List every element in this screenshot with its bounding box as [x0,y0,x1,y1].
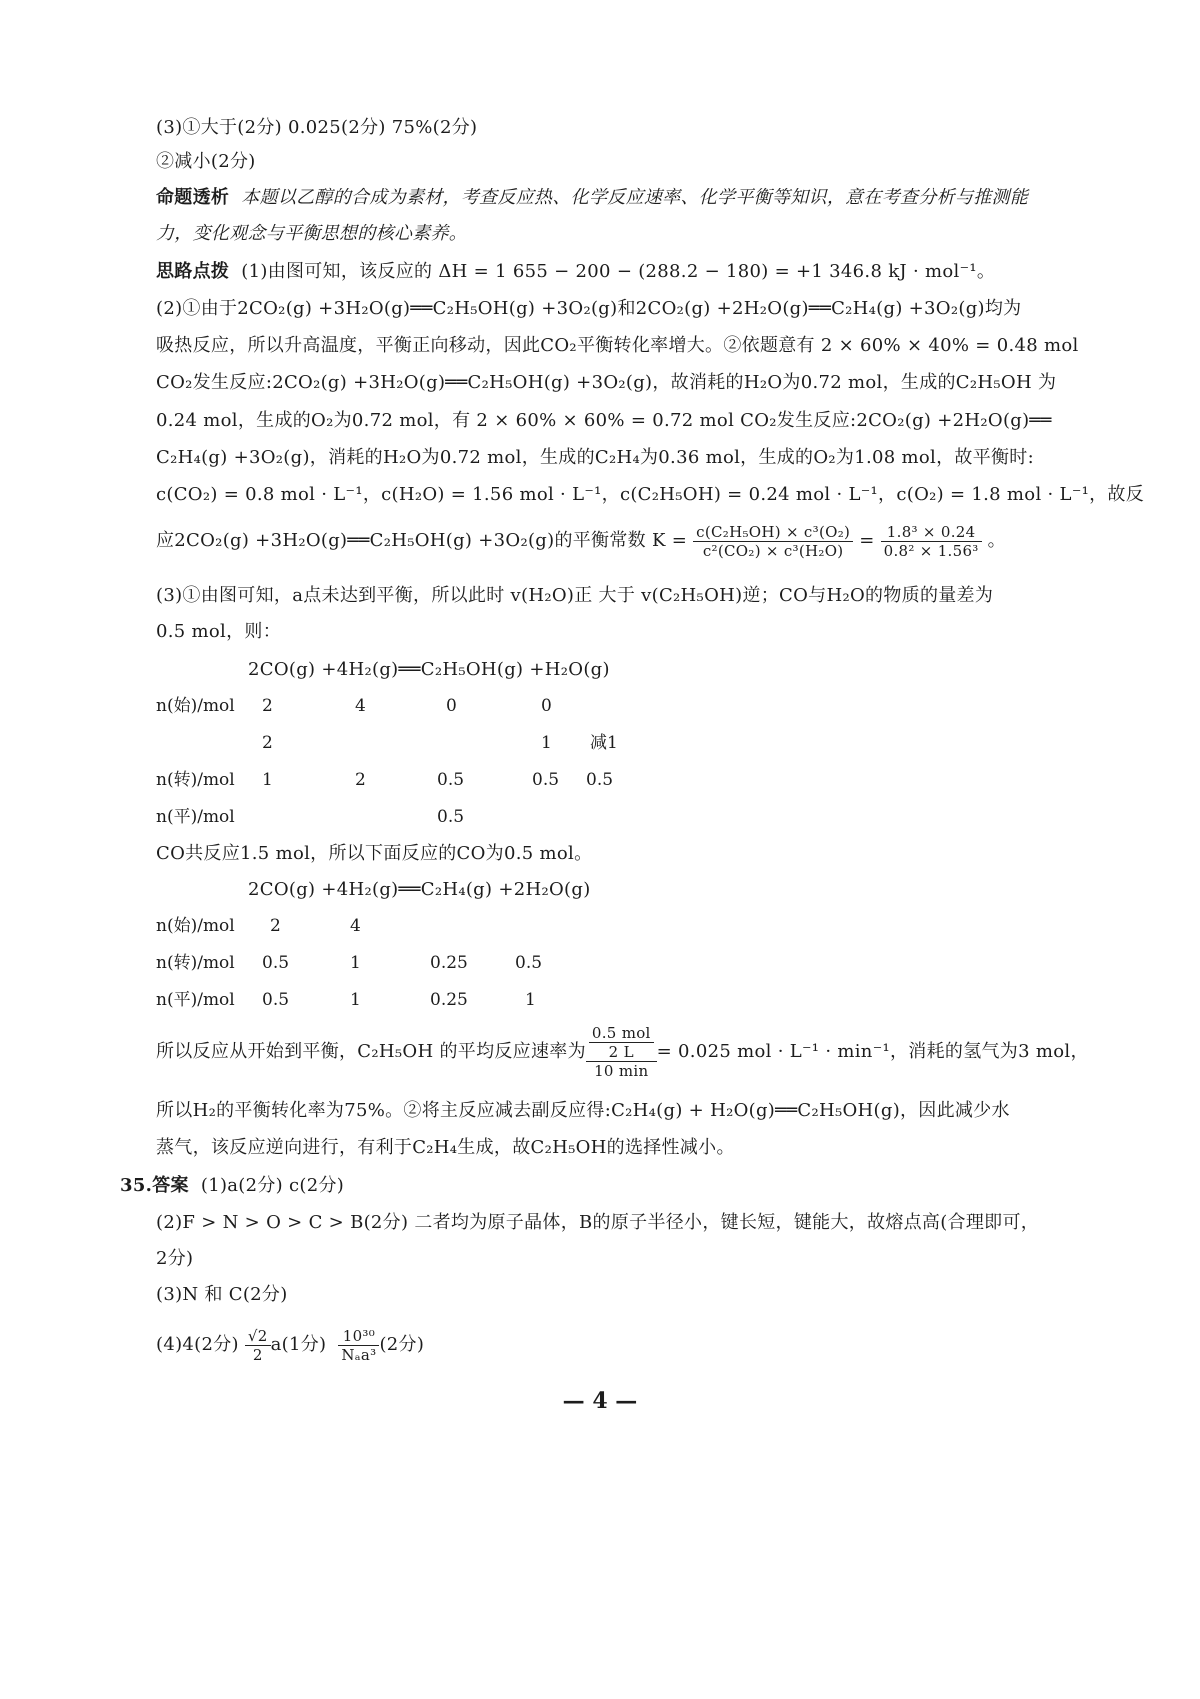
fraction-denominator: 2 L [608,1043,634,1061]
answer-line-3-2: ②减小(2分) [156,151,256,172]
table-row-label: n(转)/mol [156,953,235,973]
fraction-numerator: c(C₂H₅OH) × c³(O₂) [693,523,853,542]
table-cell: 0.5 [262,953,290,973]
fraction-numerator: 10³⁰ [338,1327,379,1346]
answer-line-3-1: (3)①大于(2分) 0.025(2分) 75%(2分) [156,117,478,138]
equilibrium-constant-prefix: 应2CO₂(g) +3H₂O(g)══C₂H₅OH(g) +3O₂(g)的平衡常数 K = [156,530,688,551]
equilibrium-constant-line [156,518,1056,564]
rate-fraction-top [586,1024,657,1062]
answer-35-line-5 [156,1320,1056,1370]
fraction-numerator: 0.5 mol [589,1024,654,1043]
answer-35-line-3: 2分) [156,1248,194,1269]
table-cell: 4 [350,916,361,936]
analysis-line-2: 力，变化观念与平衡思想的核心素养。 [156,223,468,244]
table-cell: 0.5 [532,770,560,790]
answer-35-text: (1)a(2分) c(2分) [200,1175,345,1196]
table-cell: 2 [270,916,281,936]
solution-line-4: CO₂发生反应:2CO₂(g) +3H₂O(g)══C₂H₅OH(g) +3O₂(g)，故消耗的H₂O为0.72 mol，生成的C₂H₅OH 为 [156,372,1057,393]
solution-line-11: CO共反应1.5 mol，所以下面反应的CO为0.5 mol。 [156,843,593,864]
answer-4-mid: a(1分) [270,1334,327,1355]
answer-4-prefix: (4)4(2分) [156,1334,239,1355]
table-row-label: n(转)/mol [156,770,235,790]
table-cell: 0.25 [430,990,468,1010]
rate-prefix: 所以反应从开始到平衡，C₂H₅OH 的平均反应速率为 [156,1041,586,1062]
rate-fraction [586,1024,657,1080]
fraction-denominator: c²(CO₂) × c³(H₂O) [702,541,844,560]
equilibrium-constant-value [881,523,982,560]
density-expression [338,1327,379,1364]
table-cell: 1 [262,770,273,790]
equals-sign: = [859,530,875,551]
solution-line-13: 蒸气，该反应逆向进行，有利于C₂H₄生成，故C₂H₅OH的选择性减小。 [156,1137,735,1158]
reaction-equation-2: 2CO(g) +4H₂(g)══C₂H₄(g) +2H₂O(g) [248,879,591,900]
answer-4-suffix: (2分) [379,1334,425,1355]
fraction-denominator: 0.8² × 1.56³ [883,541,979,560]
fraction-denominator: 2 [252,1345,263,1364]
solution-line-1 [156,260,1056,284]
period: 。 [987,530,1006,551]
table-cell: 0 [446,696,457,716]
table-cell: 减1 [590,733,618,753]
table-row-label: n(平)/mol [156,990,235,1010]
solution-line-10: 0.5 mol，则： [156,621,282,642]
fraction-denominator: 10 min [594,1062,649,1080]
table-row-label: n(始)/mol [156,696,235,716]
fraction-numerator: 1.8³ × 0.24 [881,523,982,542]
solution-line-2: (2)①由于2CO₂(g) +3H₂O(g)══C₂H₅OH(g) +3O₂(g)和2CO₂(g) +2H₂O(g)══C₂H₄(g) +3O₂(g)均为 [156,298,1022,319]
analysis-text: 本题以乙醇的合成为素材，考查反应热、化学反应速率、化学平衡等知识，意在考查分析与推测能 [241,187,1029,208]
solution-line-12: 所以H₂的平衡转化率为75%。②将主反应减去副反应得:C₂H₄(g) + H₂O(g)══C₂H₅OH(g)，因此减少水 [156,1100,1010,1121]
table-cell: 2 [355,770,366,790]
table-cell: 2 [262,733,273,753]
solution-line-6: C₂H₄(g) +3O₂(g)，消耗的H₂O为0.72 mol，生成的C₂H₄为0.36 mol，生成的O₂为1.08 mol，故平衡时: [156,447,1034,468]
solution-line-5: 0.24 mol，生成的O₂为0.72 mol，有 2 × 60% × 60% = 0.72 mol CO₂发生反应:2CO₂(g) +2H₂O(g)══ [156,410,1052,431]
rate-suffix: = 0.025 mol · L⁻¹ · min⁻¹，消耗的氢气为3 mol， [656,1041,1089,1062]
table-cell: 1 [350,953,361,973]
table-cell: 2 [262,696,273,716]
table-row-label: n(平)/mol [156,807,235,827]
answer-35-line-2: (2)F > N > O > C > B(2分) 二者均为原子晶体，B的原子半径小，键长短，键能大，故熔点高(合理即可， [156,1212,1040,1233]
sqrt2-over-2 [245,1327,271,1364]
reaction-equation-1: 2CO(g) +4H₂(g)══C₂H₅OH(g) +H₂O(g) [248,659,610,680]
answer-35-line-4: (3)N 和 C(2分) [156,1284,288,1305]
table-cell: 1 [525,990,536,1010]
table-cell: 0.5 [515,953,543,973]
reaction-rate-line [156,1022,1089,1082]
equilibrium-constant-expression [693,523,853,560]
analysis-line-1 [156,186,1056,210]
table-cell: 4 [355,696,366,716]
table-cell: 1 [541,733,552,753]
table-row-label: n(始)/mol [156,916,235,936]
table-cell: 0.5 [437,807,465,827]
fraction-numerator: √2 [245,1327,271,1346]
table-cell: 0.5 [586,770,614,790]
table-cell: 0.5 [262,990,290,1010]
fraction-denominator: Nₐa³ [341,1345,377,1364]
solution-line-9: (3)①由图可知，a点未达到平衡，所以此时 v(H₂O)正 大于 v(C₂H₅OH)逆；CO与H₂O的物质的量差为 [156,585,994,606]
table-cell: 0.5 [437,770,465,790]
answer-35-label: 35.答案 [120,1175,189,1196]
page-number: — 4 — [562,1388,638,1414]
inner-fraction [589,1024,654,1061]
table-cell: 1 [350,990,361,1010]
answer-35-line-1 [120,1174,1020,1198]
table-cell: 0.25 [430,953,468,973]
solution-line-7: c(CO₂) = 0.8 mol · L⁻¹，c(H₂O) = 1.56 mol · L⁻¹，c(C₂H₅OH) = 0.24 mol · L⁻¹，c(O₂) = 1.8 mol · L⁻¹，故反 [156,484,1145,505]
solution-line-3: 吸热反应，所以升高温度，平衡正向移动，因此CO₂平衡转化率增大。②依题意有 2 × 60% × 40% = 0.48 mol [156,335,1079,356]
solution-text: (1)由图可知，该反应的 ΔH = 1 655 − 200 − (288.2 − 180) = +1 346.8 kJ · mol⁻¹。 [241,261,996,282]
table-cell: 0 [541,696,552,716]
analysis-label: 命题透析 [156,187,230,208]
solution-label: 思路点拨 [156,261,230,282]
